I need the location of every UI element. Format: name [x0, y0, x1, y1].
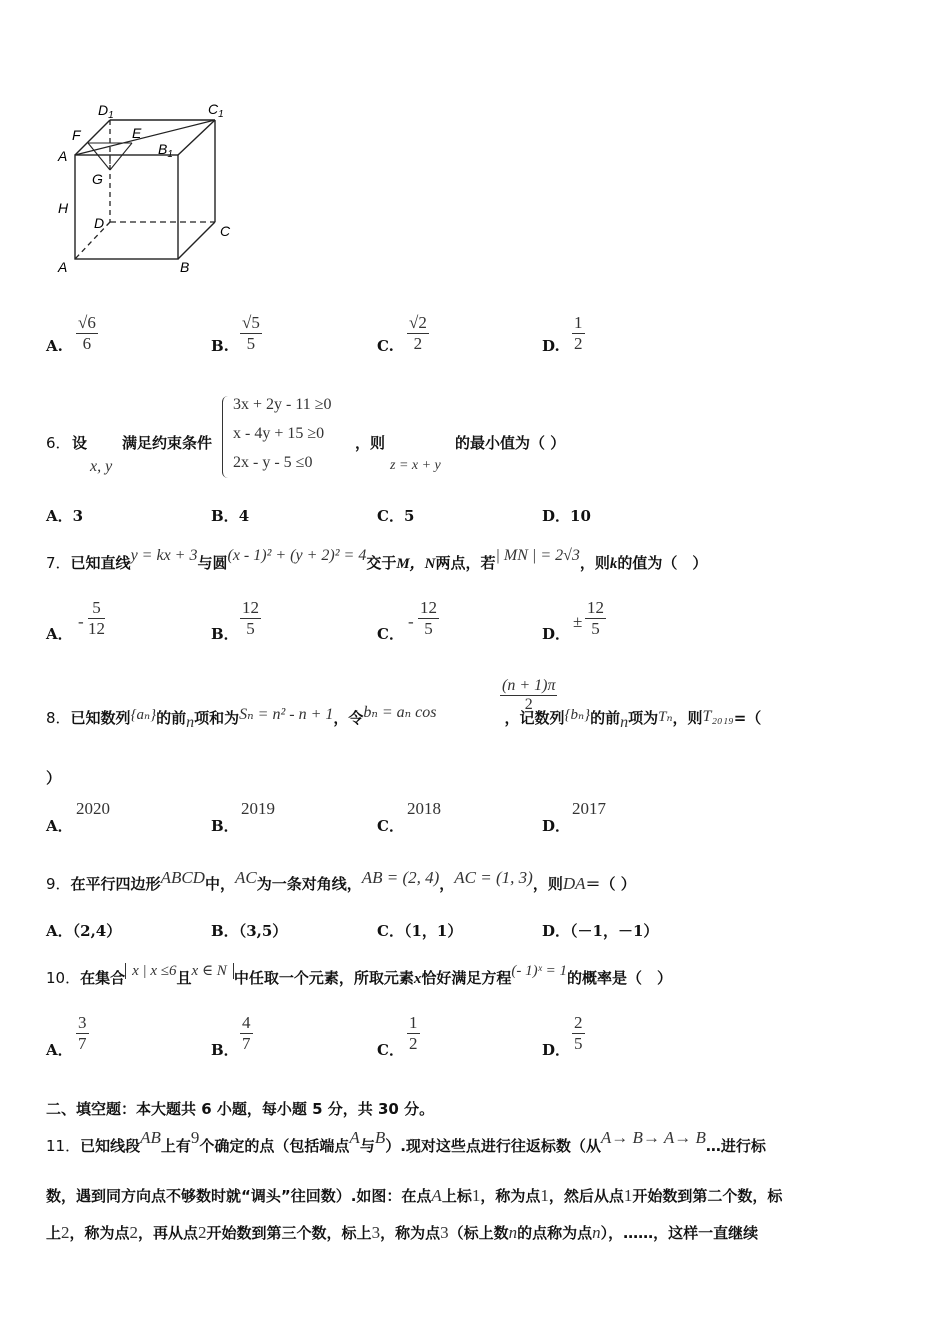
q11-line-2: 数，遇到同方向点不够数时就“调头”往回数）.如图：在点A上标1，称为点1，然后从点1开始数到第二个数，标 [46, 1186, 783, 1205]
q5-option-c-label: C. [377, 337, 394, 355]
q7-line: 7．已知直线y = kx + 3与圆(x - 1)² + (y + 2)² = 4交于M，N两点，若| MN | = 2√3，则k的值为（ ） [46, 547, 708, 572]
q8-option-c-label: C． [377, 817, 404, 835]
hidden-edge-d-a [75, 222, 110, 259]
edge-c1-b1 [178, 120, 215, 155]
q8-option-a-label: A． [46, 817, 73, 835]
label-c1: $C_1$ [208, 101, 224, 120]
q5-option-c-frac: √2 2 [409, 313, 427, 353]
q6-brace [222, 396, 233, 478]
edge-c-b [178, 222, 215, 259]
cube-figure [50, 100, 250, 280]
q10-option-a-frac: 3 7 [78, 1013, 87, 1053]
label-e: E [132, 125, 142, 141]
label-b: B [180, 259, 190, 275]
q6-vars: x, y [90, 458, 113, 475]
q8-bn-frac: (n + 1)π 2 [502, 677, 556, 713]
q6-text-4: 的最小值为（ ） [455, 434, 566, 452]
q5-option-b-label: B. [211, 337, 229, 355]
q7-option-c-frac: 12 5 [420, 598, 437, 638]
q8-option-d-value: 2017 [572, 799, 606, 818]
label-c: C [220, 223, 231, 239]
q7-option-c-sign: - [408, 612, 414, 631]
q8-option-b-label: B． [211, 817, 239, 835]
q5-option-d-label: D. [542, 337, 560, 355]
label-b1: $B_1$ [158, 141, 173, 160]
q8-line-1: 8．已知数列{aₙ}的前n项和为Sₙ = n² - n + 1，令bₙ = aₙ cos ，记数列{bₙ}的前n项为Tₙ，则T₂₀₁₉=（ [46, 704, 762, 731]
diag-a-c1 [75, 120, 215, 155]
q8-option-d-label: D． [542, 817, 571, 835]
q7-option-a-frac: 5 12 [88, 598, 105, 638]
q8-option-b-value: 2019 [241, 799, 275, 818]
q6-text-3: ，则 [355, 434, 386, 452]
q9-option-c: C．（1，1） [377, 922, 463, 940]
label-a-top: A [58, 148, 68, 164]
q8-option-c-value: 2018 [407, 799, 441, 818]
q9-option-a: A．（2,4） [46, 922, 122, 940]
q10-option-d-label: D． [542, 1041, 571, 1059]
q6-target: z = x + y [390, 458, 441, 473]
label-d: D [94, 215, 105, 231]
q5-option-b-frac: √5 5 [242, 313, 260, 353]
q10-option-a-label: A． [46, 1041, 73, 1059]
q7-option-a-label: A． [46, 625, 73, 643]
q5-option-a-label: A. [46, 337, 63, 355]
q7-option-b-label: B． [211, 625, 239, 643]
q10-option-d-frac: 2 5 [574, 1013, 583, 1053]
q9-line: 9．在平行四边形ABCD中，AC为一条对角线，AB = (2, 4)，AC = (1, 3)，则DA＝（ ） [46, 868, 636, 893]
q10-option-c-frac: 1 2 [409, 1013, 418, 1053]
label-h: H [58, 200, 69, 216]
q10-line: 10．在集合 x | x ≤6且x ∈ N 中任取一个元素，所取元素x恰好满足方程(- 1)ˣ = 1的概率是（ ） [46, 963, 672, 987]
q6-text-1: 设 [72, 434, 88, 452]
q11-line-3: 上2，称为点2，再从点2开始数到第三个数，标上3，称为点3（标上数n的点称为点n），……，这样一直继续 [46, 1223, 759, 1242]
q6-constraint-3: 2x - y - 5 ≤0 [233, 454, 313, 471]
q10-option-c-label: C． [377, 1041, 404, 1059]
q6-option-d: D．10 [542, 507, 591, 525]
q6-text-2: 满足约束条件 [122, 434, 213, 452]
q7-option-a-sign: - [78, 612, 84, 631]
q7-option-d-label: D． [542, 625, 571, 643]
q7-option-c-label: C． [377, 625, 404, 643]
q5-option-d-frac: 1 2 [574, 313, 583, 353]
q9-option-b: B．（3,5） [211, 922, 288, 940]
label-f: F [72, 127, 81, 143]
q5-option-a-frac: √6 6 [78, 313, 96, 353]
q11-line-1: 11．已知线段AB上有9个确定的点（包括端点A与B）.现对这些点进行往返标数（从A→ B→ A→ B…进行标 [46, 1128, 766, 1155]
q6-option-c: C．5 [377, 507, 415, 525]
q6-option-a: A．3 [46, 507, 84, 525]
q6-number: 6． [46, 434, 71, 452]
q8-close-paren: ） [46, 769, 62, 787]
cube-diagram [50, 100, 250, 280]
q9-option-d: D．（－1，－1） [542, 922, 659, 940]
q7-option-b-frac: 12 5 [242, 598, 259, 638]
q6-constraint-2: x - 4y + 15 ≥0 [233, 425, 325, 442]
q10-option-b-label: B． [211, 1041, 239, 1059]
label-a: A [58, 259, 68, 275]
line-e-g [110, 143, 132, 170]
section-2-title: 二、填空题：本大题共 6 小题，每小题 5 分，共 30 分。 [46, 1100, 435, 1118]
label-g: G [92, 171, 103, 187]
q6-option-b: B．4 [211, 507, 250, 525]
label-d1: $D_1$ [98, 102, 114, 121]
q8-option-a-value: 2020 [76, 799, 110, 818]
q7-option-d-frac: 12 5 [587, 598, 604, 638]
q7-option-d-sign: ± [573, 612, 583, 631]
q10-option-b-frac: 4 7 [242, 1013, 251, 1053]
q6-constraint-1: 3x + 2y - 11 ≥0 [233, 396, 332, 413]
